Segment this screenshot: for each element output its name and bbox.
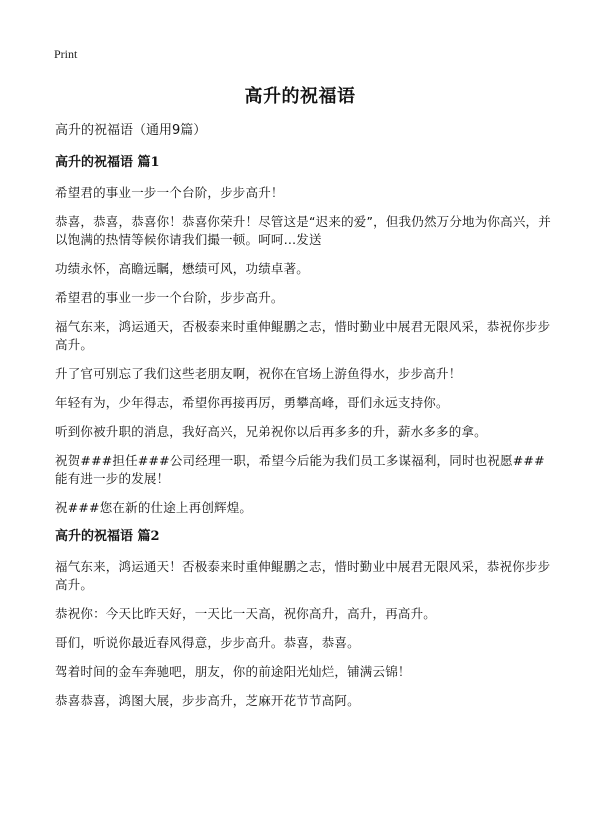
paragraph: 福气东来，鸿运通天，否极泰来时重伸鲲鹏之志，惜时勤业中展君无限风采，恭祝你步步高升。 bbox=[55, 319, 551, 352]
page-title: 高升的祝福语 bbox=[244, 86, 356, 107]
paragraph: 恭喜，恭喜，恭喜你！恭喜你荣升！尽管这是“迟来的爱”，但我仍然万分地为你高兴，并以饱满的热情等候你请我们撮一顿。呵呵…发送 bbox=[55, 214, 551, 247]
paragraph: 祝###您在新的仕途上再创辉煌。 bbox=[55, 500, 253, 515]
document-body bbox=[55, 122, 555, 721]
section-heading: 高升的祝福语 篇2 bbox=[55, 529, 160, 544]
print-link[interactable]: Print bbox=[54, 47, 78, 61]
section-heading: 高升的祝福语 篇1 bbox=[55, 155, 160, 170]
paragraph: 功绩永怀，高瞻远瞩，懋绩可风，功绩卓著。 bbox=[55, 261, 310, 276]
paragraph: 驾着时间的金车奔驰吧，朋友，你的前途阳光灿烂，铺满云锦！ bbox=[55, 664, 411, 679]
paragraph: 福气东来，鸿运通天！否极泰来时重伸鲲鹏之志，惜时勤业中展君无限风采，恭祝你步步高升。 bbox=[55, 559, 551, 592]
paragraph: 哥们，听说你最近春风得意，步步高升。恭喜，恭喜。 bbox=[55, 635, 360, 650]
paragraph: 祝贺###担任###公司经理一职，希望今后能为我们员工多谋福利，同时也祝愿###能有进一步的发展！ bbox=[55, 453, 545, 486]
paragraph: 希望君的事业一步一个台阶，步步高升！ bbox=[55, 185, 284, 200]
paragraph: 听到你被升职的消息，我好高兴，兄弟祝你以后再多多的升，薪水多多的拿。 bbox=[55, 424, 487, 439]
document-subtitle: 高升的祝福语（通用9篇） bbox=[55, 123, 207, 138]
paragraph: 恭祝你：今天比昨天好，一天比一天高，祝你高升，高升，再高升。 bbox=[55, 606, 437, 621]
paragraph: 升了官可别忘了我们这些老朋友啊，祝你在官场上游鱼得水，步步高升！ bbox=[55, 366, 462, 381]
paragraph: 恭喜恭喜，鸿图大展，步步高升，芝麻开花节节高阿。 bbox=[55, 693, 360, 708]
paragraph: 年轻有为，少年得志，希望你再接再厉，勇攀高峰，哥们永远支持你。 bbox=[55, 395, 449, 410]
paragraph: 希望君的事业一步一个台阶，步步高升。 bbox=[55, 290, 284, 305]
